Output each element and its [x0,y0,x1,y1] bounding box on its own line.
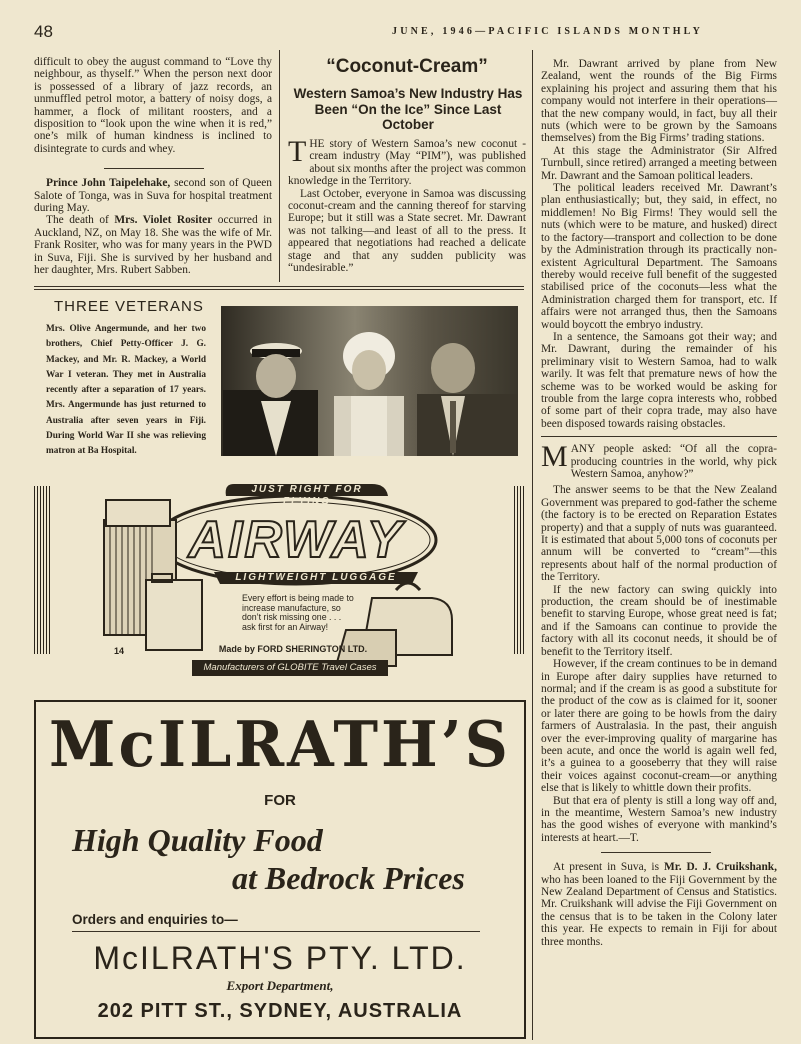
airway-top-banner: JUST RIGHT FOR FLYING [251,484,363,507]
running-head: JUNE, 1946—PACIFIC ISLANDS MONTHLY [392,26,704,37]
death-lead: The death of [46,214,109,227]
article-para-10: However, if the cream continues to be in demand in Europe after dairy supplies have returned to normal; and if the cream is as good a substitute for the product of the cow as is claimed for it, sooner or later there are going to be howls from the dairy farmers of Australasia. In the past, their anguish over the ever-improving quality of margarine has been acute, and once the world is again well fed, it’s a guinea to a gooseberry that they will raise their voices against coconut-cream—or anything else that is likely to whittle down their profits. [541,658,777,795]
airway-number: 14 [114,646,125,656]
prince-name: Prince John Taipelehake, [46,177,171,190]
airway-left-stripe [34,486,52,654]
article-para-9: If the new factory can swing quickly into production, the cream should be of inestimable benefit to starving Europe, whose great need is fat; and if the Samoans can continue to provide the factory with all its coconut needs, it should be of benefit to the Territory itself. [541,583,777,658]
article-para-2: Last October, everyone in Samoa was discussing coconut-cream and the canning thereof for starving Europe; but it still was a State secret. Mr. Dawrant was not talking—and least of all to the press. It appeared that negotiations had reached a delicate stage and that any sudden publicity was “undesirable.” [288,187,526,275]
veterans-top-rule-1 [34,286,524,287]
death-name: Mrs. Violet Rositer [114,214,213,227]
airway-tagline: LIGHTWEIGHT LUGGAGE [235,572,397,583]
veterans-photo [221,306,518,456]
mcilrath-for: FOR [264,792,296,809]
drop-cap-m: M [541,440,568,474]
mcilrath-line2: at Bedrock Prices [232,860,465,896]
prince-paragraph [34,177,272,214]
veterans-photo-image [221,306,518,456]
column-rule-2 [532,50,533,1040]
airway-ad [96,480,462,680]
right-divider-1 [541,436,777,437]
mcilrath-address: 202 PITT ST., SYDNEY, AUSTRALIA [97,1000,463,1022]
mcilrath-brand: McILRATH’S [49,708,511,782]
mcilrath-company: McILRATH'S PTY. LTD. [93,940,467,976]
mcilrath-department: Export Department, [226,978,334,993]
article-para-4: At this stage the Administrator (Sir Alfred Turnbull, since retired) arranged a meeting between Mr. Dawrant and the Samoan political leaders. [541,144,777,182]
airway-body: Every effort is being made to increase manufacture, so don’t risk missing one . . . ask first for an Airway! [242,593,354,632]
drop-cap-t: T [288,135,307,168]
article-para-1: THE story of Western Samoa’s new coconut - cream industry (May “PIM”), was published about six months after the project was common knowledge in the Territory. [288,135,526,188]
article-para-7: MANY people asked: “Of all the copra-producing countries in the world, why pick Western Samoa, anyhow?” [541,440,777,480]
death-paragraph [34,214,272,276]
veterans-caption: Mrs. Olive Angermunde, and her two brothers, Chief Petty-Officer J. G. Mackey, and Mr. R. Mackey, a World War I veteran. They met in Australia recently after a separation of 17 years. Mrs. Angermunde has just returned to Australia after seven years in Fiji. During World War II she was relieving matron at Ba Hospital. [46,324,206,457]
mcilrath-line1: High Quality Food [72,822,323,858]
intro-paragraph: difficult to obey the august command to “Love thy neighbour, as thyself.” When the person next door is possessed of a library of jazz records, an unmuffled petrol motor, a battery of noisy dogs, a hammer, a flock of militant roosters, and a disposition to “look upon the wine when it is red,” one’s milk of human kindness is inclined to disintegrate to curds and whey. [34,56,272,155]
right-divider-2 [601,852,711,853]
article-para-5: The political leaders received Mr. Dawrant’s plan enthusiastically; but, they said, in effect, no middlemen! No Big Firms! They would sell the nuts (which were to be mature, and husked) direct to the factory—transport and collection to be done by the Administration through its practically non-existent Agricultural Department. The Samoans thereby would receive full benefit of the suggested stabilised price of the coconuts—less what the Administration charged them for transport, etc. If affairs were not arranged thus, then the Samoans would boycott the embryo industry. [541,182,777,331]
article-title: “Coconut-Cream” [326,56,488,77]
left-divider-1 [104,168,204,169]
cruikshank-paragraph: At present in Suva, is Mr. D. J. Cruikshank, who has been loaned to the Fiji Government by the New Zealand Department of Census and Statistics. Mr. Cruikshank will advise the Fiji Government on the census that is to be taken in the Colony later this year. He expects to remain in Fiji for about three months. [541,861,777,948]
veterans-top-rule-2 [34,289,524,290]
article-para-6: In a sentence, the Samoans got their way; and Mr. Dawrant, during the remainder of his preliminary visit to Western Samoa, had to walk warily. It was felt that premature news of how the scheme was to be worked would be asking for trouble from the large copra interests who, robbed of some part of their copra trade, may also have been disposed towards raising obstacles. [541,330,777,430]
airway-brand: AIRWAY [188,511,404,569]
mcilrath-orders: Orders and enquiries to— [72,912,238,927]
article-subtitle: Western Samoa’s New Industry Has Been “On the Ice” Since Last October [293,86,523,132]
article-para-3: Mr. Dawrant arrived by plane from New Zealand, went the rounds of the Big Firms explaining his project and assuring them that his company would not interfere in their operations—that the new company would, in fact, buy all their nuts (which were to be grown by the Samoans themselves) from the Big Firms’ trading stations. [541,58,777,145]
article-middle-text [288,135,526,275]
prince-text: second son of Queen Salote of Tonga, was in Suva for hospital treatment during May. [34,177,273,215]
page-number: 48 [34,22,53,41]
airway-right-stripe [514,486,524,654]
death-text: occurred in Auckland, NZ, on May 18. She was the wife of Mr. Frank Rositer, who was for many years in the PWD in Suva, Fiji. She is survived by her husband and her daughter, Mrs. Rubert Sabben. [34,214,272,277]
airway-made-by: Made by FORD SHERINGTON LTD. [218,644,368,654]
article-para-11: But that era of plenty is still a long way off and, in the meantime, Western Samoa’s new industry has the good wishes of everyone with mankind’s interests at heart.—T. [541,794,777,844]
article-right-text [541,58,777,948]
column-rule-1 [279,50,280,282]
veterans-heading: THREE VETERANS [54,298,204,315]
left-column-text [34,56,272,277]
airway-manufacturers: Manufacturers of GLOBITE Travel Cases [203,662,377,673]
article-para-8: The answer seems to be that the New Zealand Government was prepared to god-father the scheme (the factory is to be erected on Reparation Estates property) and that a supply of nuts was guaranteed. It is estimated that about 5,000 tons of coconuts per annum will be converted to “cream”—this represents about half of the normal production of the Territory. [541,484,777,584]
mcilrath-rule [72,931,480,932]
